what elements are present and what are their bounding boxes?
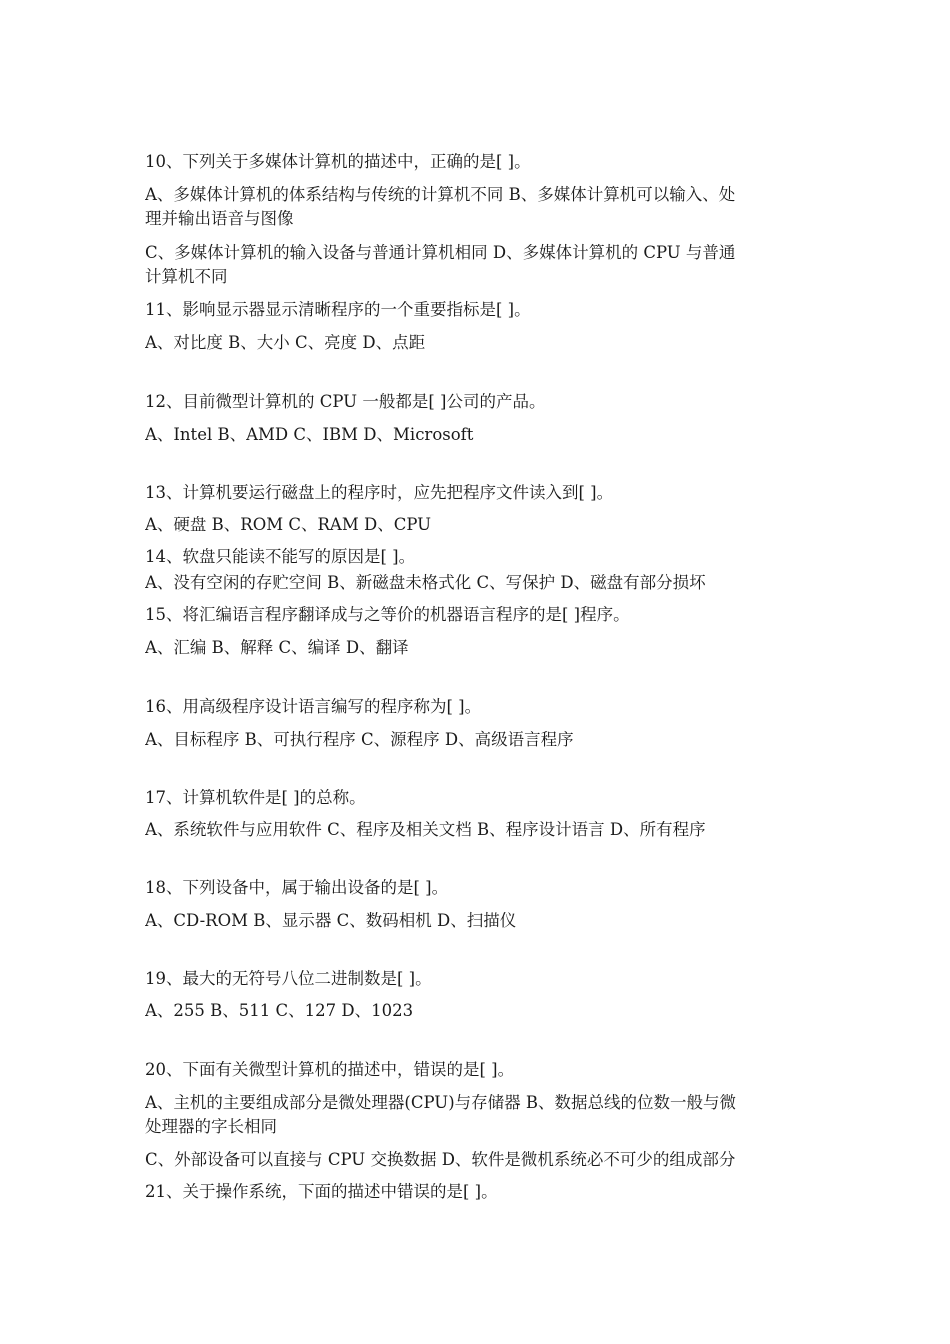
question-10-options-ab: A、多媒体计算机的体系结构与传统的计算机不同 B、多媒体计算机可以输入、处: [145, 185, 736, 204]
question-18-options: A、CD-ROM B、显示器 C、数码相机 D、扫描仪: [145, 911, 517, 930]
question-15-options: A、汇编 B、解释 C、编译 D、翻译: [145, 638, 409, 657]
question-19: 19、最大的无符号八位二进制数是[ ]。: [145, 969, 432, 988]
question-19-options: A、255 B、511 C、127 D、1023: [145, 1001, 414, 1020]
question-15: 15、将汇编语言程序翻译成与之等价的机器语言程序的是[ ]程序。: [145, 605, 630, 624]
question-20-options-cd: C、外部设备可以直接与 CPU 交换数据 D、软件是微机系统必不可少的组成部分: [145, 1150, 736, 1169]
question-14: 14、软盘只能读不能写的原因是[ ]。: [145, 547, 416, 566]
question-16-options: A、目标程序 B、可执行程序 C、源程序 D、高级语言程序: [145, 730, 574, 749]
question-21: 21、关于操作系统，下面的描述中错误的是[ ]。: [145, 1182, 498, 1201]
question-16: 16、用高级程序设计语言编写的程序称为[ ]。: [145, 697, 482, 716]
question-20-options-ab-cont: 处理器的字长相同: [145, 1117, 277, 1136]
question-10-options-cd: C、多媒体计算机的输入设备与普通计算机相同 D、多媒体计算机的 CPU 与普通: [145, 243, 736, 262]
question-11-options: A、对比度 B、大小 C、亮度 D、点距: [145, 333, 426, 352]
question-10-options-cd-cont: 计算机不同: [145, 267, 228, 286]
question-10-options-ab-cont: 理并输出语音与图像: [145, 209, 294, 228]
question-13-options: A、硬盘 B、ROM C、RAM D、CPU: [145, 515, 432, 534]
question-14-options: A、没有空闲的存贮空间 B、新磁盘未格式化 C、写保护 D、磁盘有部分损坏: [145, 573, 706, 592]
question-12-options: A、Intel B、AMD C、IBM D、Microsoft: [145, 425, 474, 444]
question-17-options: A、系统软件与应用软件 C、程序及相关文档 B、程序设计语言 D、所有程序: [145, 820, 706, 839]
question-11: 11、影响显示器显示清晰程序的一个重要指标是[ ]。: [145, 300, 531, 319]
question-10: 10、下列关于多媒体计算机的描述中，正确的是[ ]。: [145, 152, 531, 171]
question-20-options-ab: A、主机的主要组成部分是微处理器(CPU)与存储器 B、数据总线的位数一般与微: [145, 1093, 737, 1112]
question-20: 20、下面有关微型计算机的描述中，错误的是[ ]。: [145, 1060, 515, 1079]
question-18: 18、下列设备中，属于输出设备的是[ ]。: [145, 878, 449, 897]
question-12: 12、目前微型计算机的 CPU 一般都是[ ]公司的产品。: [145, 392, 546, 411]
question-17: 17、计算机软件是[ ]的总称。: [145, 788, 366, 807]
question-13: 13、计算机要运行磁盘上的程序时，应先把程序文件读入到[ ]。: [145, 483, 614, 502]
